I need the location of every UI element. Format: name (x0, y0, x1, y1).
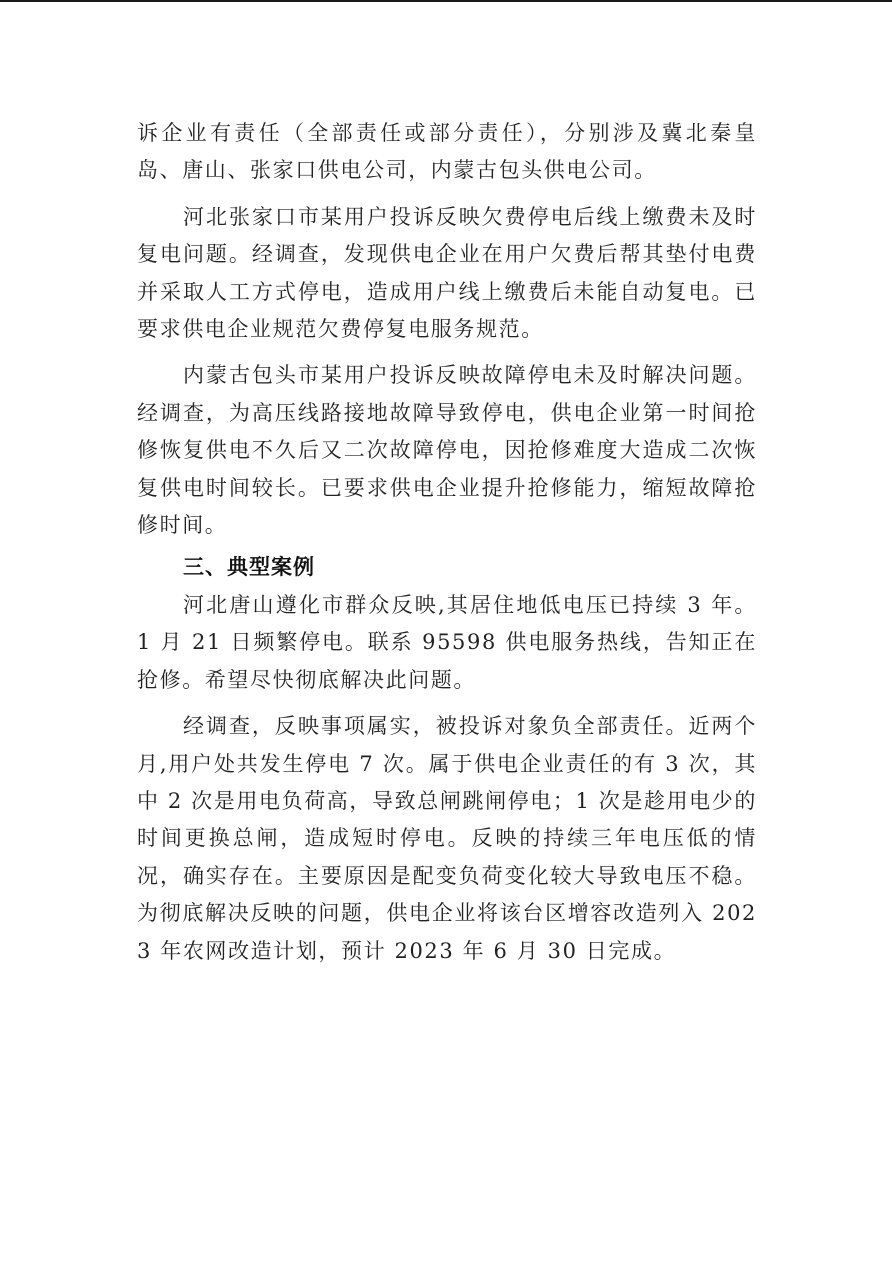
document-body (137, 115, 757, 970)
paragraph-continuation: 诉企业有责任（全部责任或部分责任），分别涉及冀北秦皇岛、唐山、张家口供电公司，内蒙古包头供电公司。 (137, 121, 757, 183)
paragraph-zhangjiakou-complaint: 河北张家口市某用户投诉反映欠费停电后线上缴费未及时复电问题。经调查，发现供电企业在用户欠费后帮其垫付电费并采取人工方式停电，造成用户线上缴费后未能自动复电。已要求供电企业规范欠费停复电服务规范。 (137, 204, 757, 342)
paragraph-baotou-complaint: 内蒙古包头市某用户投诉反映故障停电未及时解决问题。经调查，为高压线路接地故障导致停电，供电企业第一时间抢修恢复供电不久后又二次故障停电，因抢修难度大造成二次恢复供电时间较长。已要求供电企业提升抢修能力，缩短故障抢修时间。 (137, 363, 757, 538)
paragraph-case-report: 河北唐山遵化市群众反映,其居住地低电压已持续 3 年。1 月 21 日频繁停电。联系 95598 供电服务热线，告知正在抢修。希望尽快彻底解决此问题。 (137, 592, 757, 692)
section-heading-typical-cases: 三、典型案例 (183, 555, 315, 580)
top-border-line (0, 0, 892, 2)
paragraph-case-investigation: 经调查，反映事项属实，被投诉对象负全部责任。近两个月,用户处共发生停电 7 次。属于供电企业责任的有 3 次，其中 2 次是用电负荷高，导致总闸跳闸停电；1 次是趁用电少的时间更换总闸，造成短时停电。反映的持续三年电压低的情况，确实存在。主要原因是配变负荷变化较大导致电压不稳。为彻底解决反映的问题，供电企业将该台区增容改造列入 2023 年农网改造计划，预计 2023 年 6 月 30 日完成。 (137, 714, 757, 963)
